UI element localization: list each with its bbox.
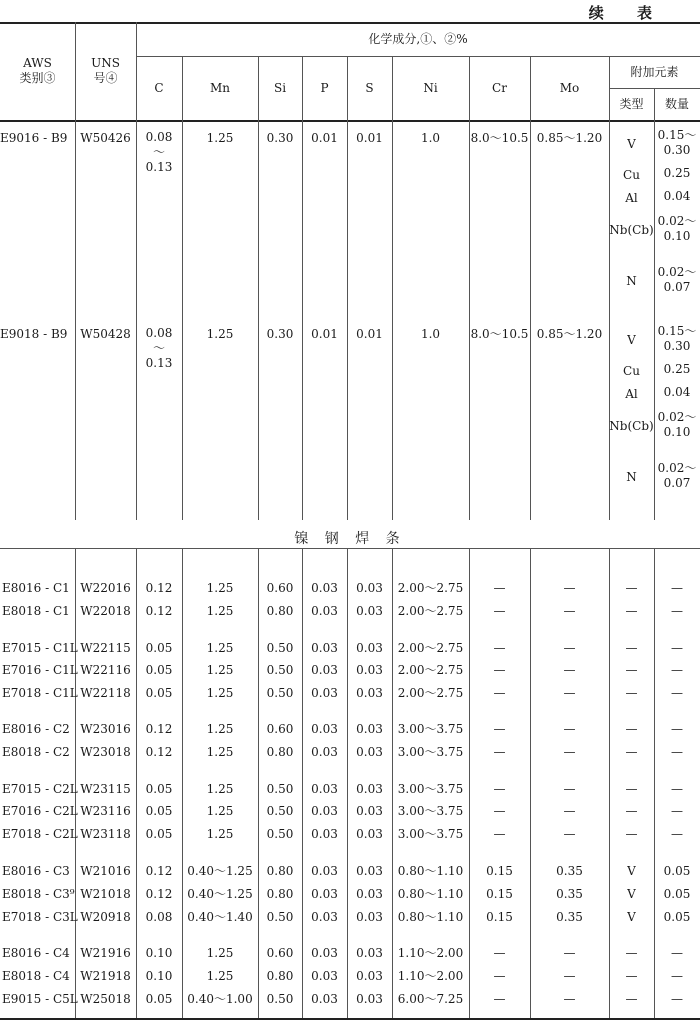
element-type: Cu (623, 167, 640, 182)
element-amount: 0.15～ 0.30 (657, 128, 697, 157)
aws-class: E8016 - C2 (2, 721, 70, 736)
ni-value: 2.00～2.75 (397, 640, 464, 655)
header-p: P (320, 80, 329, 95)
uns-number: W22115 (80, 640, 131, 655)
rule-line (0, 120, 700, 122)
c-value: 0.08 (145, 909, 173, 924)
p-value: 0.03 (311, 603, 338, 618)
mn-value: 1.25 (206, 603, 234, 618)
element-amount: 0.04 (663, 188, 691, 203)
header-aws-class: AWS 类别③ (19, 56, 56, 85)
cr-value: — (493, 662, 506, 677)
element-type: V (627, 136, 636, 151)
si-value: 0.50 (266, 909, 294, 924)
ni-value: 2.00～2.75 (397, 580, 464, 595)
uns-number: W21016 (80, 863, 131, 878)
uns-number: W22016 (80, 580, 131, 595)
p-value: 0.03 (311, 909, 338, 924)
mo-value: 0.35 (556, 863, 583, 878)
p-value: 0.01 (311, 130, 338, 145)
column-divider (302, 56, 303, 520)
header-mn: Mn (209, 80, 230, 95)
mn-value: 1.25 (206, 781, 234, 796)
uns-number: W23116 (80, 803, 131, 818)
si-value: 0.50 (266, 991, 294, 1006)
s-value: 0.03 (356, 886, 383, 901)
uns-number: W21916 (80, 945, 131, 960)
uns-number: W50428 (80, 326, 131, 341)
p-value: 0.03 (311, 945, 338, 960)
aws-class: E8018 - C2 (2, 744, 70, 759)
column-divider (182, 56, 183, 520)
s-value: 0.03 (356, 803, 383, 818)
element-amount: — (671, 640, 683, 655)
carbon-value: 0.08 ～ 0.13 (145, 326, 173, 370)
header-element-amount: 数量 (664, 96, 689, 111)
aws-class: E8018 - C1 (2, 603, 70, 618)
si-value: 0.50 (266, 685, 294, 700)
ni-value: 1.0 (420, 326, 441, 341)
element-type: — (625, 603, 638, 618)
p-value: 0.03 (311, 781, 338, 796)
cr-value: — (493, 640, 506, 655)
si-value: 0.80 (266, 863, 294, 878)
p-value: 0.03 (311, 721, 338, 736)
element-type: Al (625, 190, 638, 205)
mo-value: 0.35 (556, 886, 583, 901)
s-value: 0.03 (356, 721, 383, 736)
aws-class: E7018 - C3L (2, 909, 78, 924)
c-value: 0.05 (145, 662, 173, 677)
mo-value: 0.35 (556, 909, 583, 924)
mo-value: 0.85～1.20 (536, 326, 603, 341)
mo-value: — (563, 991, 576, 1006)
cr-value: — (493, 744, 506, 759)
mn-value: 1.25 (206, 721, 234, 736)
mo-value: 0.85～1.20 (536, 130, 603, 145)
element-type: — (625, 744, 638, 759)
mn-value: 1.25 (206, 945, 234, 960)
aws-class: E7016 - C1L (2, 662, 78, 677)
element-type: — (625, 968, 638, 983)
element-amount: 0.02～ 0.07 (657, 461, 697, 490)
mn-value: 1.25 (206, 130, 234, 145)
element-type: — (625, 685, 638, 700)
mn-value: 1.25 (206, 640, 234, 655)
s-value: 0.03 (356, 685, 383, 700)
element-amount: — (671, 603, 683, 618)
s-value: 0.03 (356, 744, 383, 759)
continued-label: 续 表 (588, 4, 666, 22)
column-divider (347, 56, 348, 520)
column-divider (530, 56, 531, 520)
ni-value: 3.00～3.75 (397, 721, 464, 736)
uns-number: W21018 (80, 886, 131, 901)
mn-value: 1.25 (206, 968, 234, 983)
element-type: V (627, 909, 636, 924)
uns-number: W22116 (80, 662, 131, 677)
header-c: C (154, 80, 164, 95)
p-value: 0.03 (311, 886, 338, 901)
element-type: — (625, 721, 638, 736)
cr-value: 8.0～10.5 (470, 130, 529, 145)
mn-value: 1.25 (206, 803, 234, 818)
uns-number: W23115 (80, 781, 131, 796)
column-divider (392, 56, 393, 520)
carbon-value: 0.08 ～ 0.13 (145, 130, 173, 174)
ni-value: 3.00～3.75 (397, 803, 464, 818)
element-type: N (626, 273, 637, 288)
cr-value: — (493, 603, 506, 618)
uns-number: W22118 (80, 685, 131, 700)
c-value: 0.05 (145, 640, 173, 655)
aws-class: E7018 - C2L (2, 826, 78, 841)
p-value: 0.01 (311, 326, 338, 341)
p-value: 0.03 (311, 863, 338, 878)
element-type: — (625, 945, 638, 960)
section-title-nickel-steel: 镍 钢 焊 条 (294, 531, 406, 547)
aws-class: E7015 - C1L (2, 640, 78, 655)
mn-value: 1.25 (206, 685, 234, 700)
cr-value: — (493, 991, 506, 1006)
aws-class: E8018 - C4 (2, 968, 70, 983)
header-cr: Cr (492, 80, 507, 95)
c-value: 0.12 (145, 580, 173, 595)
ni-value: 2.00～2.75 (397, 685, 464, 700)
c-value: 0.05 (145, 781, 173, 796)
p-value: 0.03 (311, 803, 338, 818)
ni-value: 3.00～3.75 (397, 826, 464, 841)
uns-number: W22018 (80, 603, 131, 618)
p-value: 0.03 (311, 662, 338, 677)
mo-value: — (563, 685, 576, 700)
element-type: — (625, 580, 638, 595)
c-value: 0.12 (145, 721, 173, 736)
element-amount: — (671, 968, 683, 983)
element-amount: — (671, 991, 683, 1006)
uns-number: W23018 (80, 744, 131, 759)
p-value: 0.03 (311, 826, 338, 841)
s-value: 0.01 (356, 130, 383, 145)
element-type: Nb(Cb) (609, 418, 654, 433)
element-type: — (625, 803, 638, 818)
element-amount: — (671, 744, 683, 759)
c-value: 0.12 (145, 603, 173, 618)
element-type: V (627, 332, 636, 347)
aws-class: E7015 - C2L (2, 781, 78, 796)
element-type: Al (625, 386, 638, 401)
uns-number: W21918 (80, 968, 131, 983)
element-amount: 0.25 (663, 165, 691, 180)
element-type: N (626, 469, 637, 484)
mo-value: — (563, 945, 576, 960)
uns-number: W25018 (80, 991, 131, 1006)
mn-value: 0.40～1.25 (187, 863, 253, 878)
si-value: 0.50 (266, 826, 294, 841)
cr-value: — (493, 945, 506, 960)
mn-value: 1.25 (206, 326, 234, 341)
si-value: 0.50 (266, 781, 294, 796)
s-value: 0.03 (356, 826, 383, 841)
column-divider (258, 56, 259, 520)
p-value: 0.03 (311, 685, 338, 700)
mn-value: 0.40～1.00 (187, 991, 253, 1006)
mo-value: — (563, 803, 576, 818)
p-value: 0.03 (311, 968, 338, 983)
uns-number: W23118 (80, 826, 131, 841)
aws-class: E7018 - C1L (2, 685, 78, 700)
ni-value: 0.80～1.10 (397, 909, 464, 924)
aws-class: E9015 - C5L (2, 991, 78, 1006)
mo-value: — (563, 640, 576, 655)
element-amount: 0.05 (663, 909, 691, 924)
si-value: 0.80 (266, 968, 294, 983)
rule-line (0, 548, 700, 549)
ni-value: 0.80～1.10 (397, 886, 464, 901)
c-value: 0.12 (145, 863, 173, 878)
ni-value: 2.00～2.75 (397, 662, 464, 677)
c-value: 0.12 (145, 744, 173, 759)
header-element-type: 类型 (619, 96, 644, 111)
uns-number: W50426 (80, 130, 131, 145)
element-type: — (625, 991, 638, 1006)
element-amount: — (671, 781, 683, 796)
element-type: — (625, 640, 638, 655)
si-value: 0.50 (266, 640, 294, 655)
si-value: 0.30 (266, 130, 294, 145)
aws-class: E8016 - C1 (2, 580, 70, 595)
header-mo: Mo (559, 80, 580, 95)
si-value: 0.50 (266, 803, 294, 818)
cr-value: 0.15 (486, 863, 513, 878)
element-type: Cu (623, 363, 640, 378)
s-value: 0.03 (356, 640, 383, 655)
s-value: 0.03 (356, 968, 383, 983)
c-value: 0.12 (145, 886, 173, 901)
cr-value: — (493, 781, 506, 796)
si-value: 0.60 (266, 721, 294, 736)
c-value: 0.05 (145, 803, 173, 818)
mo-value: — (563, 580, 576, 595)
s-value: 0.03 (356, 909, 383, 924)
ni-value: 1.0 (420, 130, 441, 145)
cr-value: — (493, 826, 506, 841)
si-value: 0.80 (266, 744, 294, 759)
element-amount: — (671, 945, 683, 960)
element-amount: — (671, 803, 683, 818)
mo-value: — (563, 826, 576, 841)
s-value: 0.03 (356, 603, 383, 618)
header-s: S (365, 80, 374, 95)
cr-value: 0.15 (486, 886, 513, 901)
s-value: 0.03 (356, 662, 383, 677)
aws-class: E8018 - C3⁹ (2, 886, 75, 901)
element-amount: 0.15～ 0.30 (657, 324, 697, 353)
s-value: 0.03 (356, 945, 383, 960)
s-value: 0.03 (356, 781, 383, 796)
mo-value: — (563, 968, 576, 983)
c-value: 0.05 (145, 991, 173, 1006)
element-type: — (625, 826, 638, 841)
element-amount: — (671, 662, 683, 677)
cr-value: 8.0～10.5 (470, 326, 529, 341)
column-divider (469, 56, 470, 520)
mo-value: — (563, 662, 576, 677)
ni-value: 1.10～2.00 (397, 945, 464, 960)
mn-value: 1.25 (206, 580, 234, 595)
s-value: 0.01 (356, 326, 383, 341)
cr-value: — (493, 968, 506, 983)
ni-value: 6.00～7.25 (397, 991, 464, 1006)
header-si: Si (273, 80, 287, 95)
uns-number: W23016 (80, 721, 131, 736)
cr-value: — (493, 580, 506, 595)
header-uns-number: UNS 号④ (91, 56, 120, 85)
element-amount: — (671, 826, 683, 841)
mo-value: — (563, 744, 576, 759)
si-value: 0.60 (266, 945, 294, 960)
p-value: 0.03 (311, 991, 338, 1006)
cr-value: — (493, 685, 506, 700)
c-value: 0.10 (145, 945, 173, 960)
mn-value: 1.25 (206, 662, 234, 677)
element-amount: 0.05 (663, 863, 691, 878)
mn-value: 1.25 (206, 744, 234, 759)
element-amount: — (671, 721, 683, 736)
mn-value: 0.40～1.40 (187, 909, 253, 924)
cr-value: — (493, 803, 506, 818)
aws-class: E8016 - C3 (2, 863, 70, 878)
cr-value: 0.15 (486, 909, 513, 924)
element-amount: 0.02～ 0.10 (657, 410, 697, 439)
element-type: — (625, 662, 638, 677)
element-type: — (625, 781, 638, 796)
ni-value: 3.00～3.75 (397, 744, 464, 759)
s-value: 0.03 (356, 991, 383, 1006)
header-ni: Ni (423, 80, 438, 95)
element-type: V (627, 863, 636, 878)
c-value: 0.05 (145, 826, 173, 841)
mo-value: — (563, 603, 576, 618)
si-value: 0.60 (266, 580, 294, 595)
ni-value: 0.80～1.10 (397, 863, 464, 878)
ni-value: 3.00～3.75 (397, 781, 464, 796)
mn-value: 0.40～1.25 (187, 886, 253, 901)
mo-value: — (563, 721, 576, 736)
s-value: 0.03 (356, 580, 383, 595)
aws-class: E8016 - C4 (2, 945, 70, 960)
element-type: V (627, 886, 636, 901)
si-value: 0.80 (266, 886, 294, 901)
p-value: 0.03 (311, 744, 338, 759)
si-value: 0.50 (266, 662, 294, 677)
aws-class: E9018 - B9 (0, 326, 68, 341)
cr-value: — (493, 721, 506, 736)
uns-number: W20918 (80, 909, 131, 924)
header-chemical-composition: 化学成分,①、②% (368, 31, 468, 46)
aws-class: E9016 - B9 (0, 130, 68, 145)
element-amount: 0.02～ 0.10 (657, 214, 697, 243)
si-value: 0.30 (266, 326, 294, 341)
p-value: 0.03 (311, 580, 338, 595)
element-amount: — (671, 685, 683, 700)
rule-line (0, 1018, 700, 1020)
p-value: 0.03 (311, 640, 338, 655)
mn-value: 1.25 (206, 826, 234, 841)
element-amount: 0.02～ 0.07 (657, 265, 697, 294)
c-value: 0.05 (145, 685, 173, 700)
element-amount: — (671, 580, 683, 595)
ni-value: 2.00～2.75 (397, 603, 464, 618)
aws-class: E7016 - C2L (2, 803, 78, 818)
s-value: 0.03 (356, 863, 383, 878)
element-amount: 0.25 (663, 361, 691, 376)
element-amount: 0.05 (663, 886, 691, 901)
element-type: Nb(Cb) (609, 222, 654, 237)
header-additional-elements: 附加元素 (630, 64, 679, 79)
element-amount: 0.04 (663, 384, 691, 399)
si-value: 0.80 (266, 603, 294, 618)
c-value: 0.10 (145, 968, 173, 983)
mo-value: — (563, 781, 576, 796)
ni-value: 1.10～2.00 (397, 968, 464, 983)
